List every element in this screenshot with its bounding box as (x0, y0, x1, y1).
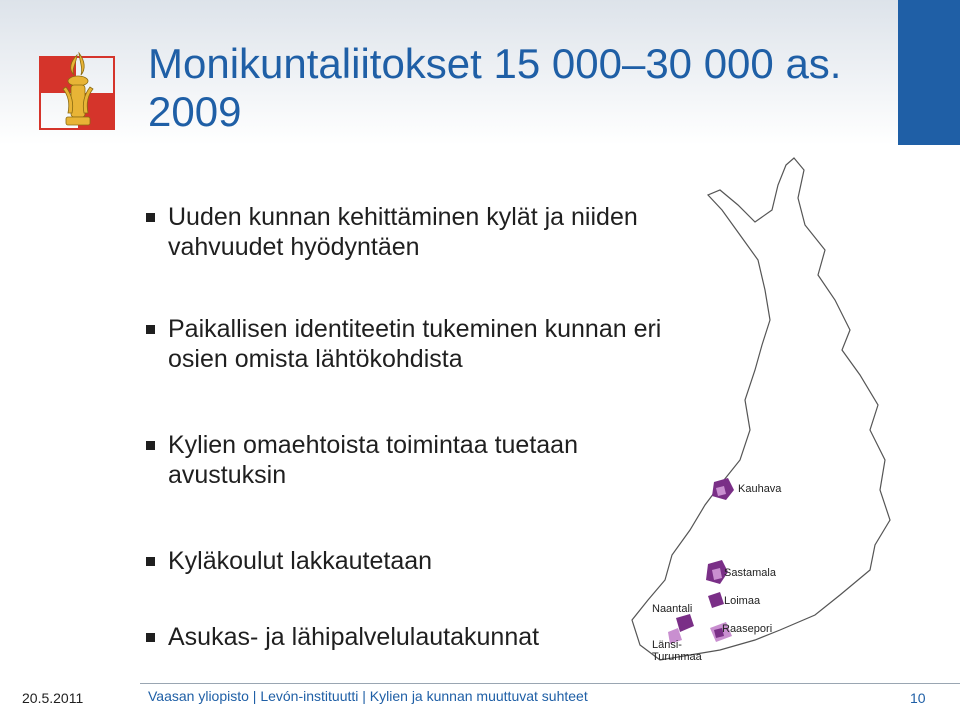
finland-map (620, 150, 900, 670)
bullet-item: Paikallisen identiteetin tukeminen kunnan eri osien omista lähtökohdista (146, 314, 666, 374)
accent-bar (898, 0, 960, 145)
institute-logo (38, 47, 118, 135)
page-number: 10 (910, 690, 926, 706)
footer-date: 20.5.2011 (22, 690, 84, 706)
bullet-marker (146, 633, 155, 642)
bullet-marker (146, 213, 155, 222)
bullet-marker (146, 325, 155, 334)
map-label-lansi: Länsi- (652, 639, 682, 651)
bullet-item: Uuden kunnan kehittäminen kylät ja niiden vahvuudet hyödyntäen (146, 202, 666, 262)
map-label-kauhava: Kauhava (738, 483, 782, 495)
bullet-marker (146, 441, 155, 450)
map-label-sastamala: Sastamala (724, 567, 776, 579)
map-label-turunmaa: Turunmaa (652, 651, 702, 663)
finland-outline (632, 158, 890, 660)
footer-text: Vaasan yliopisto | Levón-instituutti | Kylien ja kunnan muuttuvat suhteet (148, 688, 588, 704)
bullet-item: Asukas- ja lähipalvelulautakunnat (146, 622, 666, 652)
bullet-marker (146, 557, 155, 566)
bullet-item: Kyläkoulut lakkautetaan (146, 546, 666, 576)
footer-divider (140, 683, 960, 684)
map-label-loimaa: Loimaa (724, 595, 761, 607)
bullet-item: Kylien omaehtoista toimintaa tuetaan avustuksin (146, 430, 666, 490)
map-label-raasepori: Raasepori (722, 623, 773, 635)
map-label-naantali: Naantali (652, 603, 693, 615)
slide-title: Monikuntaliitokset 15 000–30 000 as. 2009 (148, 40, 842, 135)
